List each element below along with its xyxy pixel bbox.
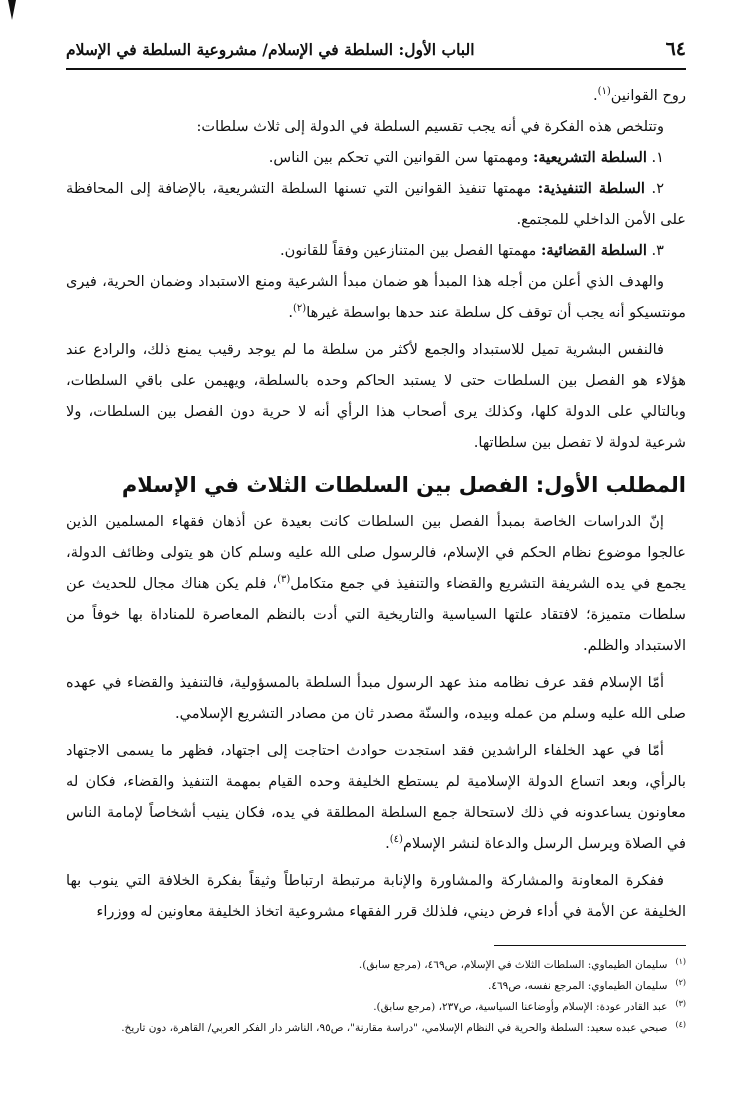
header-rule — [66, 68, 686, 70]
page-number: ٦٤ — [665, 38, 686, 60]
list-term-3: السلطة القضائية: — [540, 242, 647, 259]
footnote-text: سليمان الطيماوي: المرجع نفسه، ص٤٦٩. — [488, 980, 668, 992]
list-text-1: ومهمتها سن القوانين التي تحكم بين الناس. — [268, 149, 529, 166]
corner-mark — [8, 0, 16, 20]
footnote-item — [66, 976, 686, 997]
footnote-number: (٢) — [675, 977, 686, 987]
section-heading: المطلب الأول: الفصل بين السلطات الثلاث في الإسلام — [121, 473, 686, 497]
list-number-2: ٢. — [651, 180, 665, 197]
paragraph-3-text: والهدف الذي أعلن من أجله هذا المبدأ هو ضمان مبدأ الشرعية ومنع الاستبداد وضمان الحرية، فيرى مونتسيكو أنه يجب أن توقف كل سلطة عند حدها بواسطة غيرها — [66, 273, 686, 321]
footnote-text: صبحي عبده سعيد: السلطة والحرية في النظام الإسلامي، "دراسة مقارنة"، ص٩٥، الناشر دار الفكر العربي/ القاهرة، دون تاريخ. — [121, 1022, 668, 1034]
list-item-executive — [66, 173, 686, 235]
footnotes — [66, 955, 686, 1039]
paragraph-7-text: أمّا في عهد الخلفاء الراشدين فقد استجدت حوادث احتاجت إلى اجتهاد، فظهر ما يسمى الاجتهاد بالرأي، وبعد اتساع الدولة الإسلامية لم يستطع الخليفة وحده القيام بمهمة التنفيذ والقضاء، فكان له معاونون يساعدونه في ذلك لاستحالة جمع السلطة المطلقة في يده، فكان ينيب أشخاصاً لإمامة الناس في الصلاة ويرسل الرسل والدعاة لنشر الإسلام — [66, 742, 686, 852]
footnote-number: (١) — [675, 956, 686, 966]
footnote-item — [66, 997, 686, 1018]
paragraph-8: ففكرة المعاونة والمشاركة والمشاورة والإنابة مرتبطة ارتباطاً وثيقاً بفكرة الخلافة التي ينوب بها الخليفة عن الأمة في أداء فرض ديني، فلذلك قرر الفقهاء مشروعية اتخاذ الخليفة معاونين له ووزراء — [66, 872, 686, 920]
footnote-ref-2: (٢) — [293, 303, 307, 315]
list-text-2: مهمتها تنفيذ القوانين التي تسنها السلطة التشريعية، بالإضافة إلى المحافظة على الأمن الداخلي للمجتمع. — [66, 180, 686, 228]
footnote-text: عبد القادر عودة: الإسلام وأوضاعنا السياسية، ص٢٣٧، (مرجع سابق). — [373, 1001, 668, 1013]
footnote-text: سليمان الطيماوي: السلطات الثلاث في الإسلام، ص٤٦٩، (مرجع سابق). — [358, 959, 668, 971]
footnote-rule — [494, 945, 686, 946]
footnote-ref-3: (٣) — [277, 574, 291, 586]
list-number-3: ٣. — [651, 242, 664, 259]
paragraph-1-end: . — [592, 87, 598, 104]
paragraph-5 — [66, 506, 686, 661]
list-term-2: السلطة التنفيذية: — [537, 180, 645, 197]
footnote-ref-1: (١) — [597, 86, 611, 98]
paragraph-7-end: . — [385, 835, 390, 852]
paragraph-5-text-2: ، فلم يكن هناك مجال للحديث عن سلطات متميزة؛ لافتقاد علتها السياسية والتاريخية التي أدت بالنظم المعاصرة للمناداة بها خوفاً من الاستبداد والظلم. — [66, 575, 686, 654]
footnote-item — [66, 1018, 686, 1039]
running-head: الباب الأول: السلطة في الإسلام/ مشروعية السلطة في الإسلام — [66, 40, 475, 59]
paragraph-4: فالنفس البشرية تميل للاستبداد والجمع لأكثر من سلطة ما لم يوجد رقيب يمنع ذلك، والرادع عند هؤلاء هو الفصل بين السلطات حتى لا يستبد الحاكم وحده بالسلطة، ويهيمن على باقي السلطات، وبالتالي على الدولة كلها، وكذلك يرى أصحاب هذا الرأي أنه لا حرية دون الفصل بين السلطات، ولا شرعية لدولة لا تفصل بين سلطاتها. — [66, 341, 686, 451]
paragraph-1-text: روح القوانين — [610, 87, 686, 104]
page-header — [66, 36, 686, 66]
paragraph-5-text: إنّ الدراسات الخاصة بمبدأ الفصل بين السلطات كانت بعيدة عن أذهان فقهاء المسلمين الذين عالجوا موضوع نظام الحكم في الإسلام، فالرسول صلى الله عليه وسلم كان هو يتولى وظائف الدولة، يجمع في يده الشريفة التشريع والقضاء والتنفيذ في جمع متكامل — [66, 513, 686, 592]
list-term-1: السلطة التشريعية: — [532, 149, 647, 166]
paragraph-2: وتتلخص هذه الفكرة في أنه يجب تقسيم السلطة في الدولة إلى ثلاث سلطات: — [196, 118, 664, 135]
list-number-1: ١. — [651, 149, 664, 166]
footnote-number: (٣) — [675, 998, 686, 1008]
paragraph-1 — [66, 80, 686, 111]
main-text — [66, 80, 686, 927]
paragraph-7 — [66, 735, 686, 859]
paragraph-3 — [66, 266, 686, 328]
list-item-judicial — [66, 235, 686, 266]
footnote-item — [66, 955, 686, 976]
list-text-3: مهمتها الفصل بين المتنازعين وفقاً للقانون. — [280, 242, 537, 259]
list-item-legislative — [66, 142, 686, 173]
paragraph-6: أمّا الإسلام فقد عرف نظامه منذ عهد الرسول مبدأ السلطة بالمسؤولية، فالتنفيذ والقضاء في عهده صلى الله عليه وسلم من عمله وبيده، والسنّة مصدر ثان من مصادر التشريع الإسلامي. — [66, 674, 686, 722]
footnote-ref-4: (٤) — [389, 834, 403, 846]
paragraph-3-end: . — [288, 304, 293, 321]
footnote-number: (٤) — [675, 1019, 686, 1029]
